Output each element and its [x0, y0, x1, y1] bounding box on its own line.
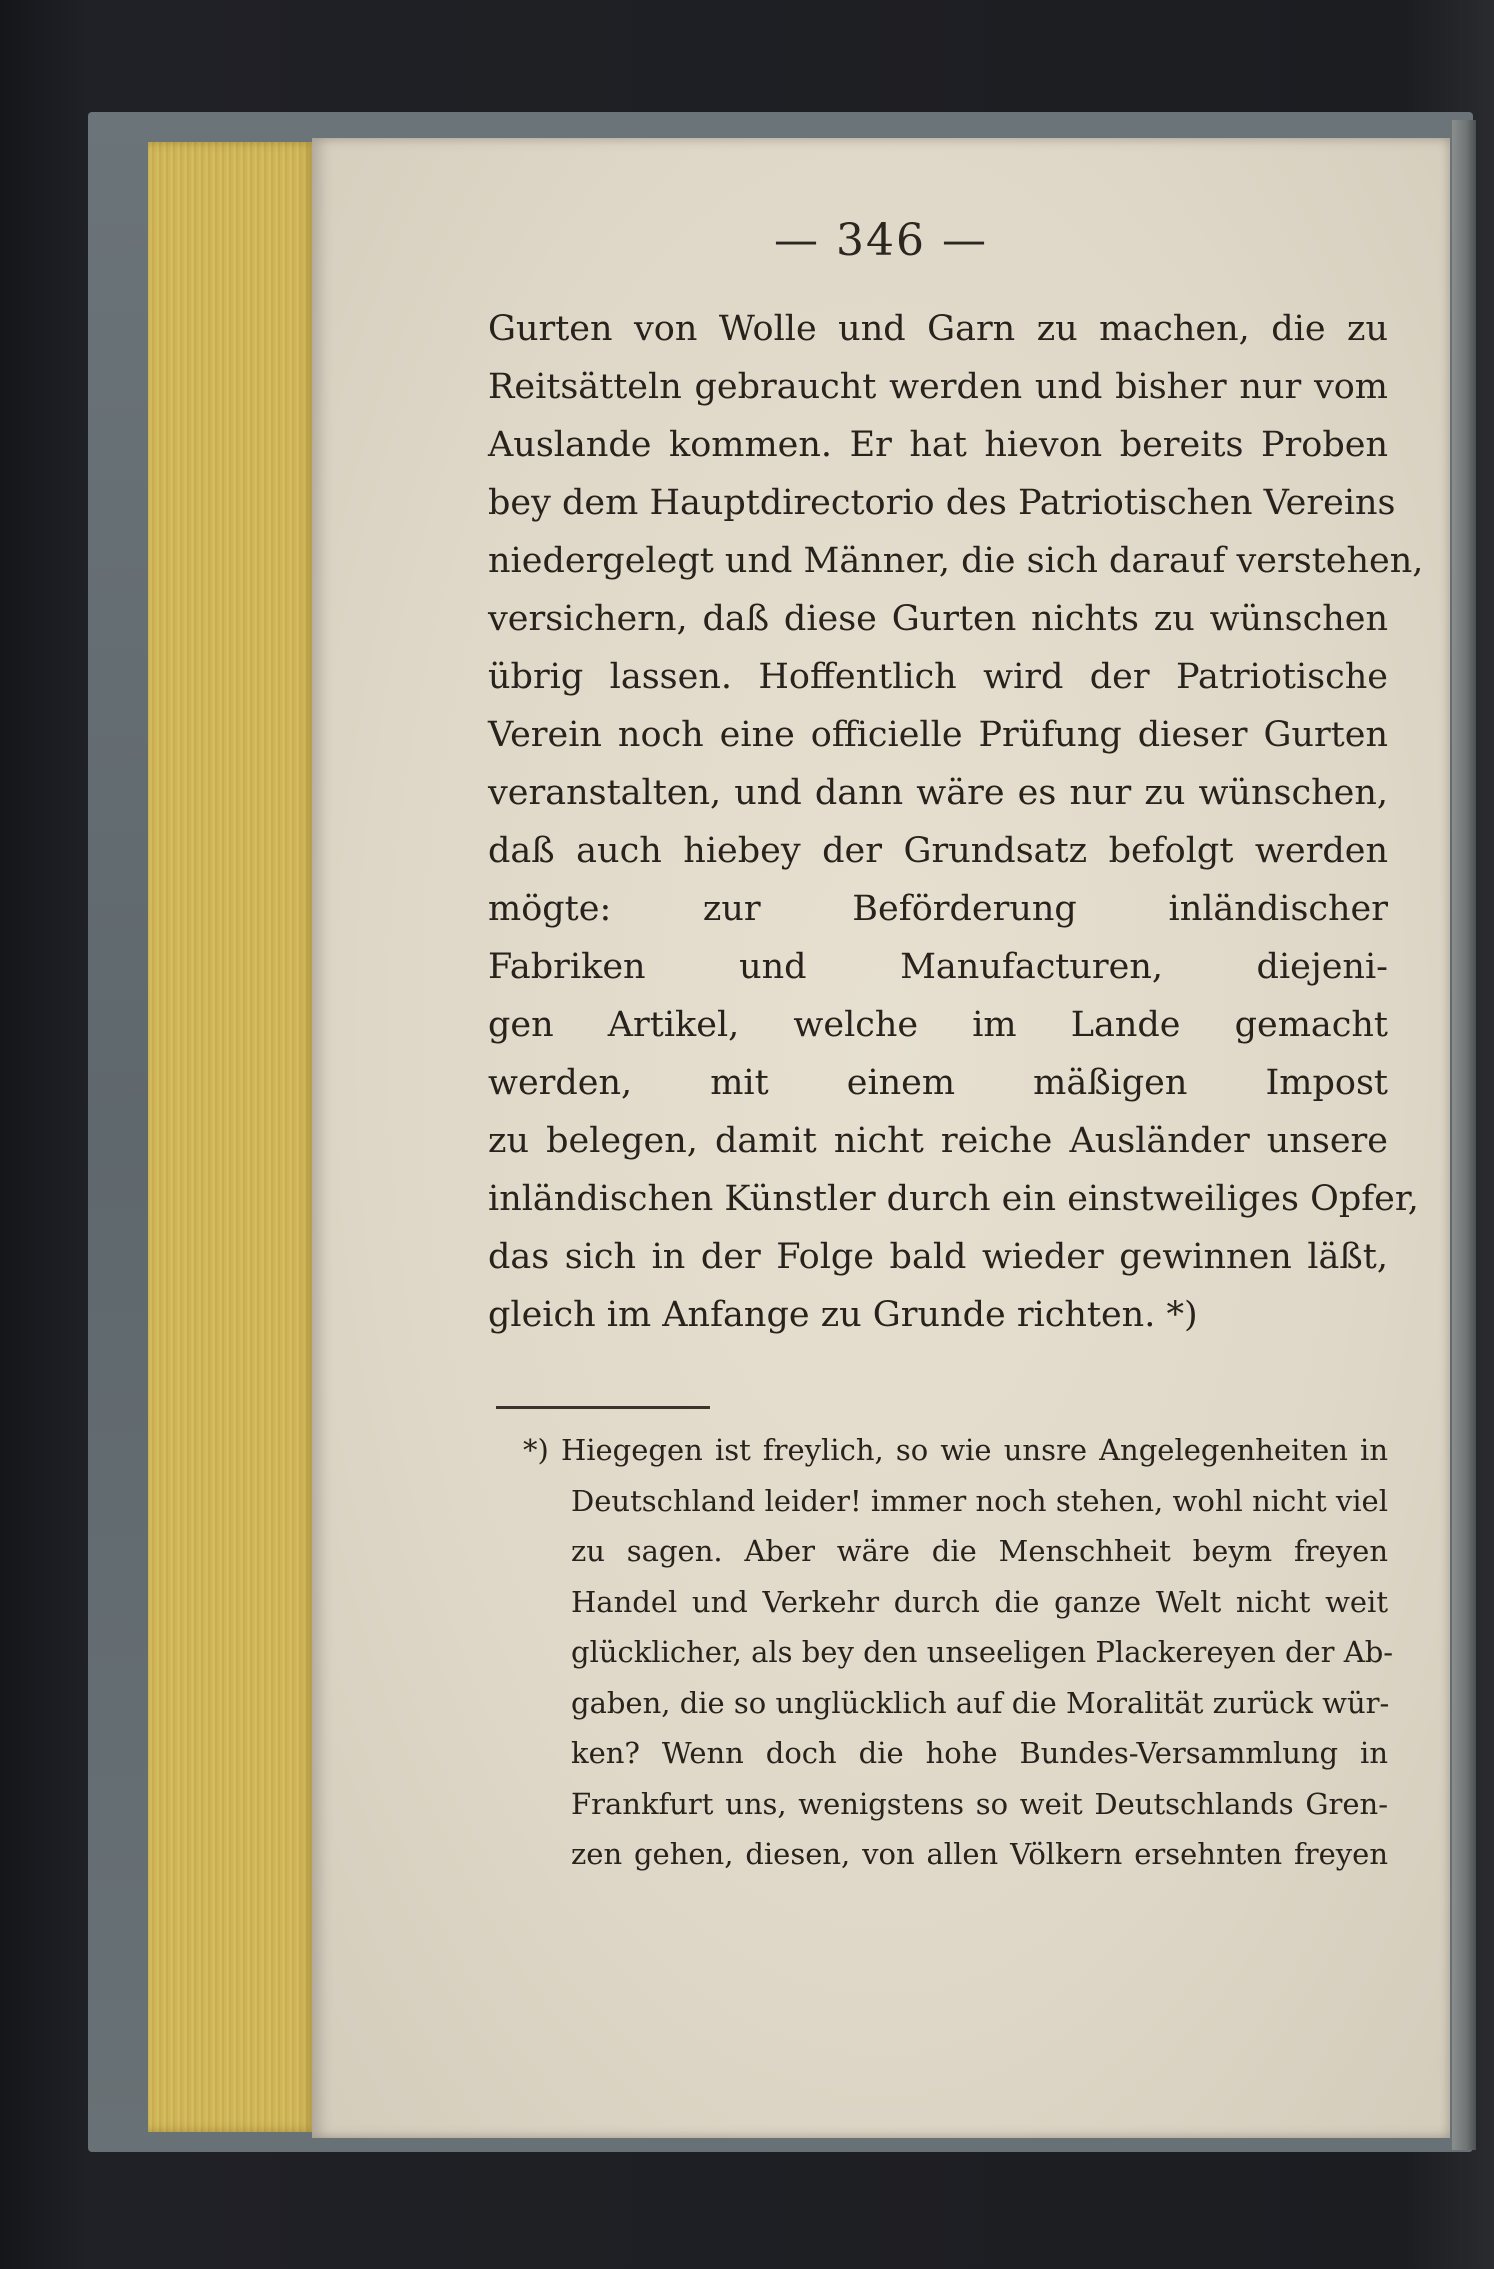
body-line: gen Artikel, welche im Lande gemacht: [488, 1005, 1388, 1045]
body-line: Fabriken und Manufacturen, diejeni-: [488, 947, 1388, 987]
footnote-line: gaben, die so unglücklich auf die Moralität zurück wür-: [571, 1685, 1390, 1720]
footnote-line: *) Hiegegen ist freylich, so wie unsre Angelegenheiten in: [523, 1433, 1388, 1467]
body-line: bey dem Hauptdirectorio des Patriotischen Vereins: [488, 483, 1396, 523]
body-line: Reitsätteln gebraucht werden und bisher nur vom: [488, 367, 1388, 407]
footnote-line: Frankfurt uns, wenigstens so weit Deutschlands Gren-: [571, 1786, 1388, 1821]
body-line: daß auch hiebey der Grundsatz befolgt werden: [488, 831, 1388, 871]
body-line: das sich in der Folge bald wieder gewinnen läßt,: [488, 1237, 1388, 1277]
facing-page-edge: [1452, 120, 1476, 2150]
body-text: [488, 300, 1424, 1344]
page-number: — 346 —: [774, 215, 988, 266]
footnote-line: zu sagen. Aber wäre die Menschheit beym freyen: [571, 1534, 1388, 1568]
body-line: gleich im Anfange zu Grunde richten. *): [488, 1295, 1198, 1335]
footnote-text: [523, 1425, 1394, 1880]
footnote-line: zen gehen, diesen, von allen Völkern ersehnten freyen: [571, 1837, 1388, 1871]
footnote-divider: [496, 1406, 710, 1409]
body-line: übrig lassen. Hoffentlich wird der Patriotische: [488, 657, 1388, 697]
body-line: Verein noch eine officielle Prüfung dieser Gurten: [488, 715, 1388, 755]
body-line: mögte: zur Beförderung inländischer: [488, 889, 1388, 929]
body-line: veranstalten, und dann wäre es nur zu wünschen,: [488, 773, 1388, 813]
body-line: niedergelegt und Männer, die sich darauf verstehen,: [488, 541, 1424, 581]
gilt-page-edges: [148, 142, 316, 2132]
body-line: werden, mit einem mäßigen Impost: [488, 1063, 1388, 1103]
body-line: Auslande kommen. Er hat hievon bereits Proben: [488, 425, 1388, 465]
footnote-line: glücklicher, als bey den unseeligen Plackereyen der Ab-: [571, 1635, 1394, 1669]
footnote-line: Handel und Verkehr durch die ganze Welt nicht weit: [571, 1584, 1388, 1619]
footnote-line: ken? Wenn doch die hohe Bundes-Versammlung in: [571, 1736, 1388, 1770]
body-line: Gurten von Wolle und Garn zu machen, die zu: [488, 309, 1388, 349]
body-line: inländischen Künstler durch ein einstweiliges Opfer,: [488, 1179, 1419, 1219]
body-line: versichern, daß diese Gurten nichts zu wünschen: [488, 599, 1388, 639]
footnote-line: Deutschland leider! immer noch stehen, wohl nicht viel: [571, 1483, 1388, 1518]
body-line: zu belegen, damit nicht reiche Ausländer unsere: [488, 1121, 1388, 1161]
